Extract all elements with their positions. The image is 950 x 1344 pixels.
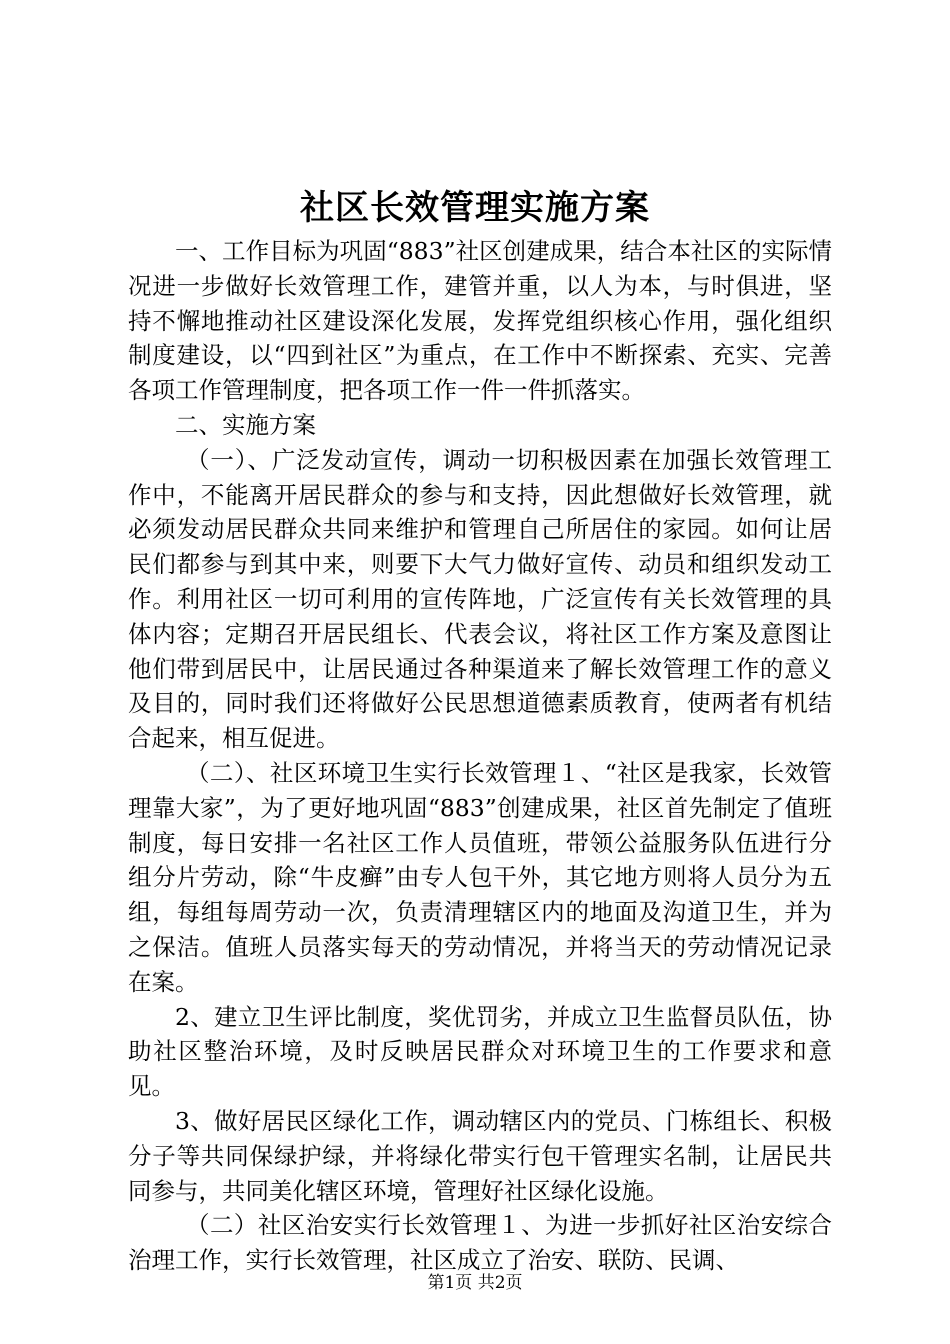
paragraph-work-goal: 一、工作目标为巩固“883”社区创建成果，结合本社区的实际情况进一步做好长效管理工作，建管并重，以人为本，与时俱进，坚持不懈地推动社区建设深化发展，发挥党组织核心作用，强化组织制度建设，以“四到社区”为重点，在工作中不断探索、充实、完善各项工作管理制度，把各项工作一件一件抓落实。 <box>128 237 832 405</box>
paragraph-section-heading: 二、实施方案 <box>175 410 316 439</box>
paragraph-hygiene-evaluation: 2、建立卫生评比制度，奖优罚劣，并成立卫生监督员队伍，协助社区整治环境，及时反映居民群众对环境卫生的工作要求和意见。 <box>128 1002 832 1101</box>
document-body <box>128 234 832 1278</box>
paragraph-greening: 3、做好居民区绿化工作，调动辖区内的党员、门栋组长、积极分子等共同保绿护绿，并将绿化带实行包干管理实名制，让居民共同参与，共同美化辖区环境，管理好社区绿化设施。 <box>128 1106 832 1205</box>
paragraph-security: （二）社区治安实行长效管理１、为进一步抓好社区治安综合治理工作，实行长效管理，社区成立了治安、联防、民调、 <box>128 1211 832 1275</box>
paragraph-environment: （二）、社区环境卫生实行长效管理１、“社区是我家，长效管理靠大家”，为了更好地巩固“883”创建成果，社区首先制定了值班制度，每日安排一名社区工作人员值班，带领公益服务队伍进行分组分片劳动，除“牛皮癣”由专人包干外，其它地方则将人员分为五组，每组每周劳动一次，负责清理辖区内的地面及沟道卫生，并为之保洁。值班人员落实每天的劳动情况，并将当天的劳动情况记录在案。 <box>128 758 832 996</box>
paragraph-publicity: （一）、广泛发动宣传，调动一切积极因素在加强长效管理工作中，不能离开居民群众的参与和支持，因此想做好长效管理，就必须发动居民群众共同来维护和管理自己所居住的家园。如何让居民们都参与到其中来，则要下大气力做好宣传、动员和组织发动工作。利用社区一切可利用的宣传阵地，广泛宣传有关长效管理的具体内容；定期召开居民组长、代表会议，将社区工作方案及意图让他们带到居民中，让居民通过各种渠道来了解长效管理工作的意义及目的，同时我们还将做好公民思想道德素质教育，使两者有机结合起来，相互促进。 <box>128 445 832 753</box>
page-number-footer: 第1页 共2页 <box>427 1273 523 1293</box>
document-title: 社区长效管理实施方案 <box>300 188 650 228</box>
